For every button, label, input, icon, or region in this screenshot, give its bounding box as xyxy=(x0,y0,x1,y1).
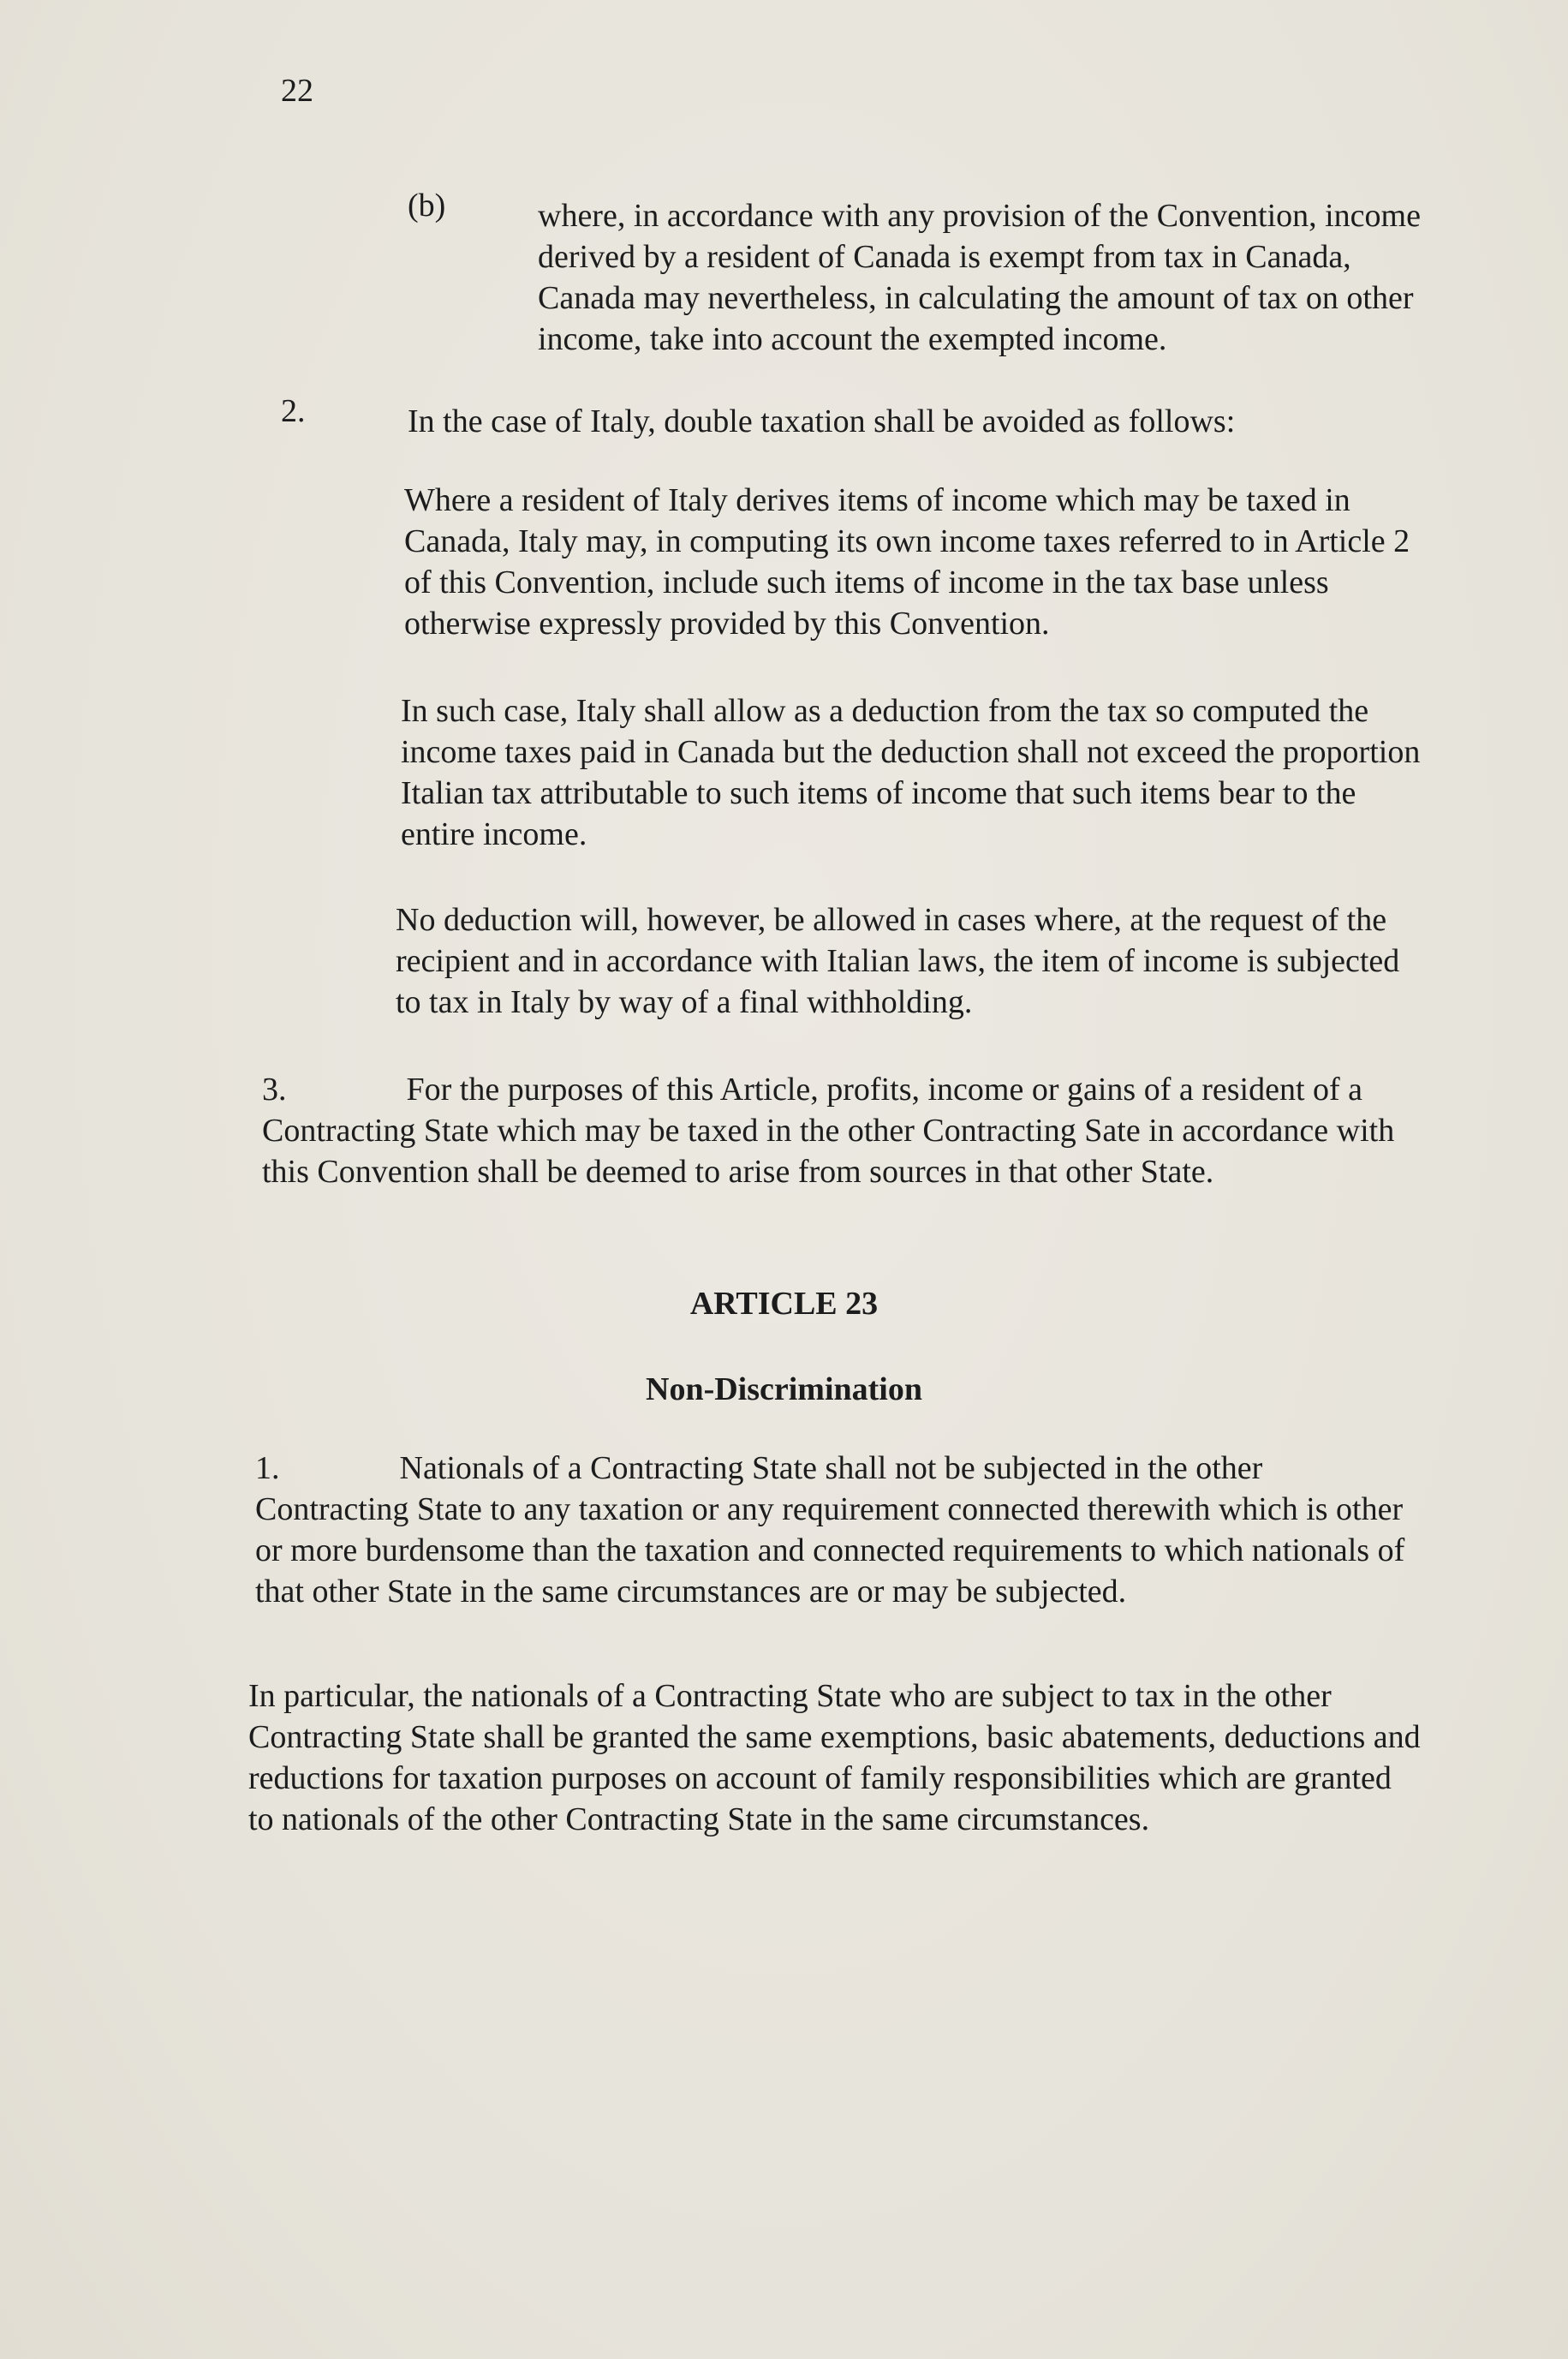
para-3 xyxy=(262,1069,1435,1192)
para-2-sub-1: Where a resident of Italy derives items of income which may be taxed in Canada, Italy may, in computing its own income taxes referred to in Article 2 of this Convention, include such items of income in the tax base unless otherwise expressly provided by this Convention. xyxy=(404,482,1410,642)
page-number: 22 xyxy=(281,73,313,109)
item-b-text: where, in accordance with any provision of the Convention, income derived by a resident of Canada is exempt from tax in Canada, Canada may nevertheless, in calculating the amount of tax on other income, take into account the exempted income. xyxy=(538,198,1421,357)
para-3-text: For the purposes of this Article, profits, income or gains of a resident of a Contracting State which may be taxed in the other Contracting Sate in accordance with this Convention shall be deemed to arise from sources in that other State. xyxy=(262,1072,1395,1190)
para-2-number: 2. xyxy=(281,393,306,429)
article-subtitle: Non-Discrimination xyxy=(646,1371,922,1407)
para-3-number: 3. xyxy=(262,1072,287,1108)
article-title: ARTICLE 23 xyxy=(689,1286,879,1322)
article-23-para-1-text: Nationals of a Contracting State shall not be subjected in the other Contracting State to any taxation or any requirement connected therewith which is other or more burdensome than the taxation and connected requirements to which nationals of that other State in the same circumstances are or may be subjected. xyxy=(255,1450,1405,1609)
article-23-para-1-sub: In particular, the nationals of a Contracting State who are subject to tax in the other Contracting State shall be granted the same exemptions, basic abatements, deductions and reductions for taxation purposes on account of family responsibilities which are granted to nationals of the other Contracting State in the same circumstances. xyxy=(248,1678,1421,1837)
para-2-text: In the case of Italy, double taxation shall be avoided as follows: xyxy=(408,403,1236,439)
item-b-label: (b) xyxy=(408,188,446,224)
para-2-sub-2: In such case, Italy shall allow as a deduction from the tax so computed the income taxes paid in Canada but the deduction shall not exceed the proportion Italian tax attributable to such items of income that such items bear to the entire income. xyxy=(401,693,1421,852)
article-23-para-1-number: 1. xyxy=(255,1450,280,1486)
para-2-sub-3: No deduction will, however, be allowed in cases where, at the request of the recipient and in accordance with Italian laws, the item of income is subjected to tax in Italy by way of a final withholding. xyxy=(396,902,1400,1020)
article-23-para-1 xyxy=(255,1448,1420,1612)
